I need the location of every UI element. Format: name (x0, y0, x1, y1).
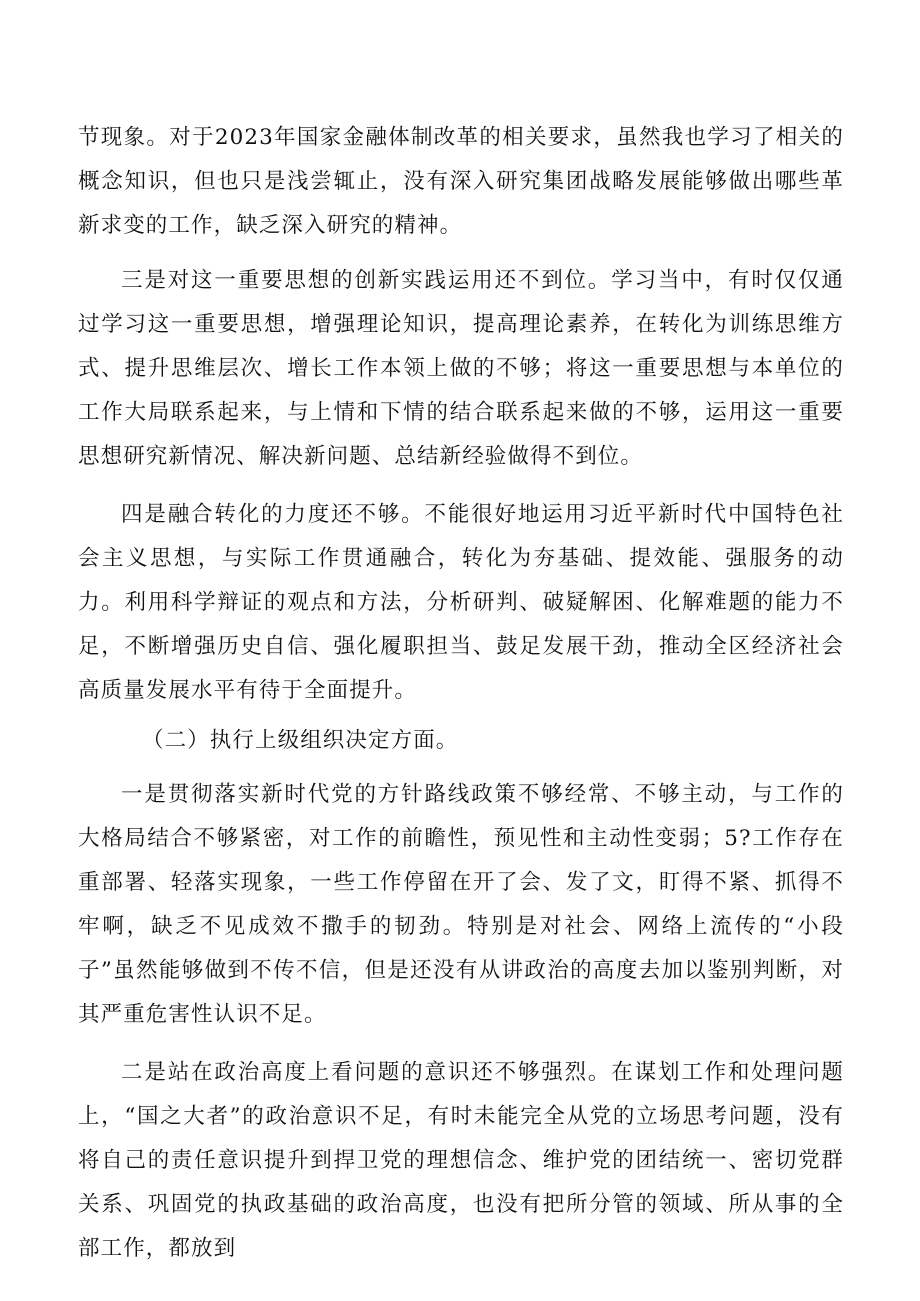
paragraph-point-two: 二是站在政治高度上看问题的意识还不够强烈。在谋划工作和处理问题上，“国之大者”的政治意识不足，有时未能完全从党的立场思考问题，没有将自己的责任意识提升到捍卫党的理想信念、维护党的团结统一、密切党群关系、巩固党的执政基础的政治高度，也没有把所分管的领域、所从事的全部工作，都放到 (78, 1060, 844, 1261)
paragraph-point-four: 四是融合转化的力度还不够。不能很好地运用习近平新时代中国特色社会主义思想，与实际工作贯通融合，转化为夯基础、提效能、强服务的动力。利用科学辩证的观点和方法，分析研判、破疑解困、化解难题的能力不足，不断增强历史自信、强化履职担当、鼓足发展干劲，推动全区经济社会高质量发展水平有待于全面提升。 (78, 502, 844, 703)
paragraph-point-three: 三是对这一重要思想的创新实践运用还不到位。学习当中，有时仅仅通过学习这一重要思想，增强理论知识，提高理论素养，在转化为训练思维方式、提升思维层次、增长工作本领上做的不够；将这一重要思想与本单位的工作大局联系起来，与上情和下情的结合联系起来做的不够，运用这一重要思想研究新情况、解决新问题、总结新经验做得不到位。 (78, 268, 844, 469)
paragraph-continuation: 节现象。对于2023年国家金融体制改革的相关要求，虽然我也学习了相关的概念知识，但也只是浅尝辄止，没有深入研究集团战略发展能够做出哪些革新求变的工作，缺乏深入研究的精神。 (78, 125, 844, 238)
section-heading: （二）执行上级组织决定方面。 (142, 728, 459, 753)
paragraph-point-one: 一是贯彻落实新时代党的方针路线政策不够经常、不够主动，与工作的大格局结合不够紧密，对工作的前瞻性，预见性和主动性变弱；5?工作存在重部署、轻落实现象，一些工作停留在开了会、发了文，盯得不紧、抓得不牢啊，缺乏不见成效不撒手的韧劲。特别是对社会、网络上流传的“小段子”虽然能够做到不传不信，但是还没有从讲政治的高度去加以鉴别判断，对其严重危害性认识不足。 (78, 782, 844, 1027)
